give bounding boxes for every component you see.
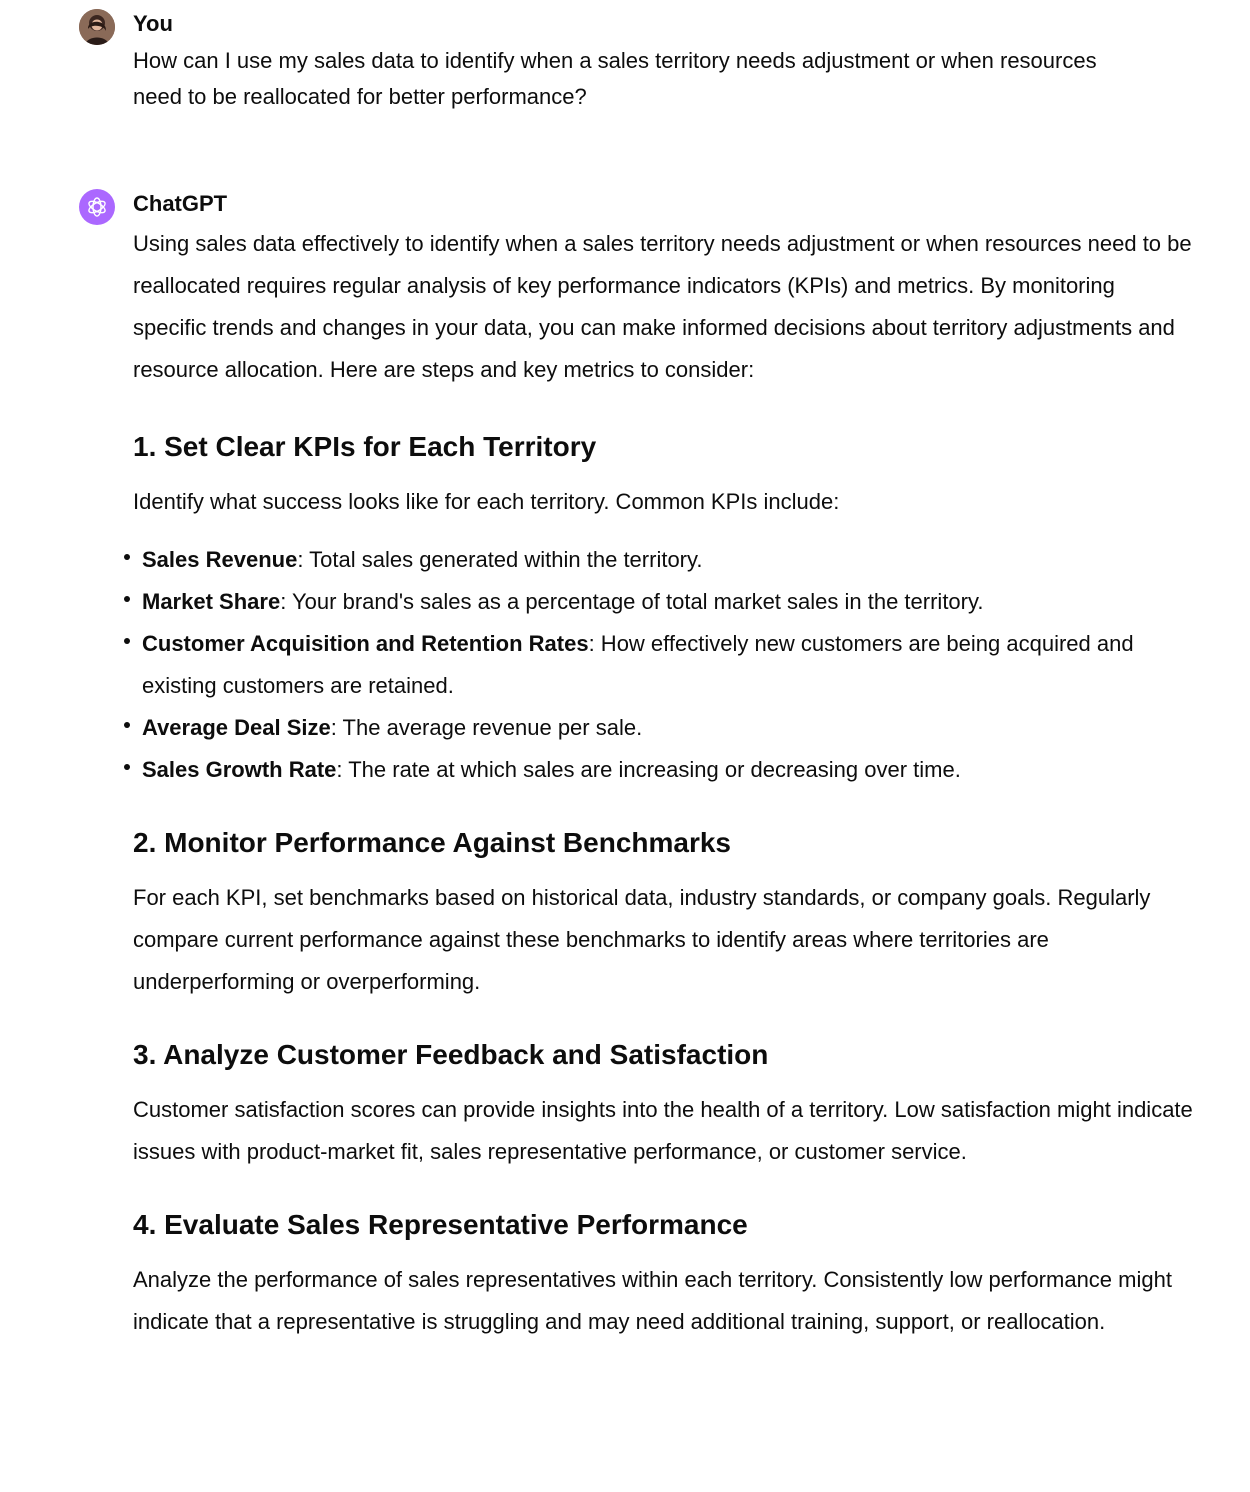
section-heading: 1. Set Clear KPIs for Each Territory bbox=[133, 431, 597, 462]
section-rep-performance bbox=[133, 1207, 1193, 1343]
section-text: Analyze the performance of sales representatives within each territory. Consistently low performance might indicate that a representative is struggling and may need additional training, support, or reallocation. bbox=[133, 1267, 1172, 1334]
user-photo-avatar-icon bbox=[79, 9, 115, 45]
list-item bbox=[133, 539, 1193, 581]
list-item-desc: : How effectively new customers are being acquired and existing customers are retained. bbox=[142, 631, 1134, 698]
assistant-avatar bbox=[79, 189, 115, 225]
list-item bbox=[133, 581, 1193, 623]
response-intro: Using sales data effectively to identify when a sales territory needs adjustment or when resources need to be reallocated requires regular analysis of key performance indicators (KPIs) and metrics. By monitoring specific trends and changes in your data, you can make informed decisions about territory adjustments and resource allocation. Here are steps and key metrics to consider: bbox=[133, 231, 1192, 382]
assistant-response bbox=[133, 223, 1193, 1377]
user-message-text: How can I use my sales data to identify when a sales territory needs adjustment or when resources need to be reallocated for better performance? bbox=[133, 48, 1097, 109]
list-item-desc: : Your brand's sales as a percentage of total market sales in the territory. bbox=[280, 589, 984, 614]
list-item-desc: : The rate at which sales are increasing or decreasing over time. bbox=[336, 757, 961, 782]
section-text: Customer satisfaction scores can provide insights into the health of a territory. Low satisfaction might indicate issues with product-market fit, sales representative performance, or customer service. bbox=[133, 1097, 1193, 1164]
kpi-list bbox=[133, 539, 1193, 791]
section-heading: 2. Monitor Performance Against Benchmarks bbox=[133, 827, 732, 858]
assistant-name: ChatGPT bbox=[133, 191, 228, 216]
section-text: Identify what success looks like for each territory. Common KPIs include: bbox=[133, 489, 840, 514]
section-heading: 3. Analyze Customer Feedback and Satisfaction bbox=[133, 1039, 769, 1070]
section-text: For each KPI, set benchmarks based on historical data, industry standards, or company goals. Regularly compare current performance against these benchmarks to identify areas where territories are underperforming or overperforming. bbox=[133, 885, 1151, 994]
list-item-desc: : The average revenue per sale. bbox=[330, 715, 643, 740]
list-item bbox=[133, 707, 1193, 749]
list-item-term: Customer Acquisition and Retention Rates bbox=[142, 631, 589, 656]
list-item bbox=[133, 749, 1193, 791]
section-monitor-benchmarks bbox=[133, 825, 1193, 1003]
list-item-term: Sales Revenue bbox=[142, 547, 298, 572]
list-item bbox=[133, 623, 1193, 707]
list-item-term: Market Share bbox=[142, 589, 281, 614]
list-item-term: Average Deal Size bbox=[142, 715, 331, 740]
section-heading: 4. Evaluate Sales Representative Performance bbox=[133, 1209, 748, 1240]
section-customer-feedback bbox=[133, 1037, 1193, 1173]
user-avatar bbox=[79, 9, 115, 45]
openai-logo-icon bbox=[85, 195, 109, 219]
section-set-kpis bbox=[133, 429, 1193, 791]
list-item-desc: : Total sales generated within the territory. bbox=[297, 547, 703, 572]
list-item-term: Sales Growth Rate bbox=[142, 757, 337, 782]
user-name: You bbox=[133, 11, 173, 36]
